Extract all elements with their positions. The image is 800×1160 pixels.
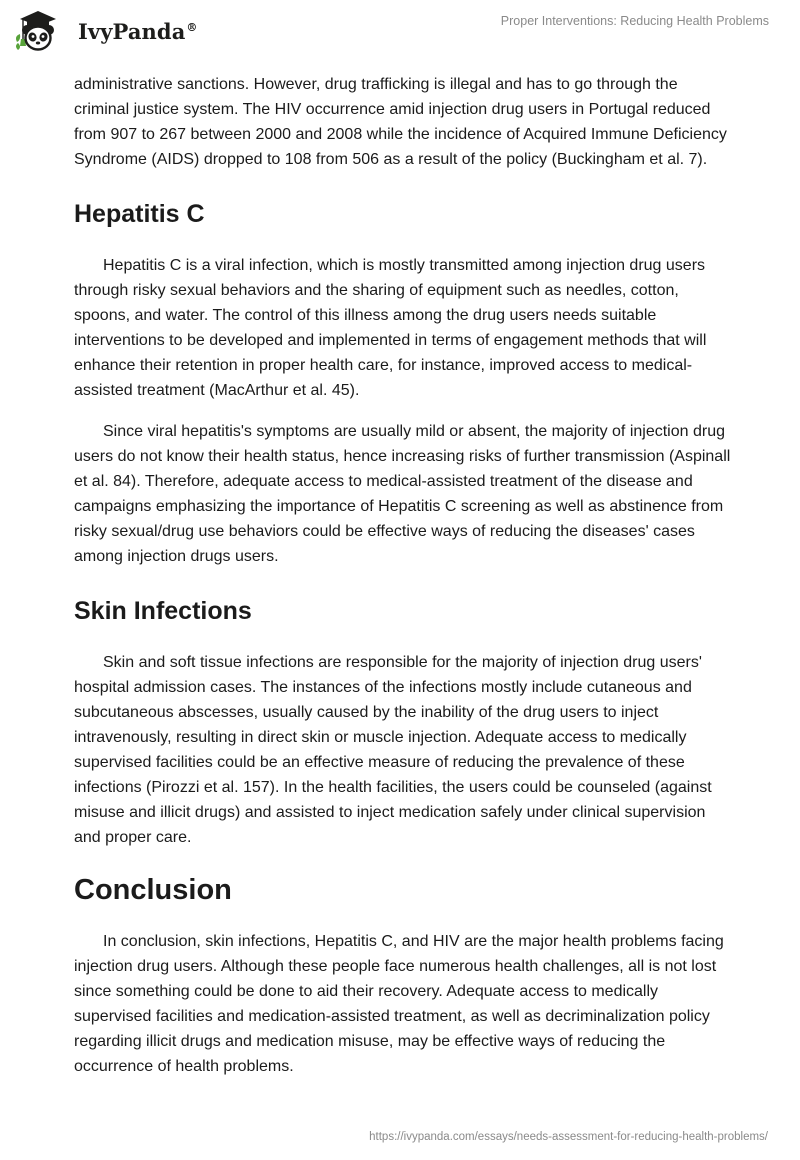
page-header: [0, 0, 800, 66]
brand-name: IvyPanda®: [78, 18, 198, 44]
registered-mark: ®: [186, 20, 198, 34]
heading-skin-infections: Skin Infections: [74, 597, 252, 625]
heading-conclusion: Conclusion: [74, 874, 232, 906]
heading-hepatitis-c: Hepatitis C: [74, 200, 205, 228]
intro-paragraph: administrative sanctions. However, drug trafficking is illegal and has to go through the criminal justice system. The HIV occurrence amid injection drug users in Portugal reduced from 907 to 267 between 2000 and 2008 while the incidence of Acquired Immune Deficiency Syndrome (AIDS) dropped to 108 from 506 as a result of the policy (Buckingham et al. 7).: [74, 76, 727, 168]
document-title: Proper Interventions: Reducing Health Problems: [500, 14, 769, 28]
hepatitis-c-paragraph-2: Since viral hepatitis's symptoms are usually mild or absent, the majority of injection drug users do not know their health status, hence increasing risks of further transmission (Aspinall et al. 84). Therefore, adequate access to medical-assisted treatment of the disease and campaigns emphasizing the importance of Hepatitis C screening as well as abstinence from risky sexual/drug use behaviors could be effective ways of reducing the diseases' cases among injection drugs users.: [74, 423, 731, 565]
hepatitis-c-paragraph-1: Hepatitis C is a viral infection, which is mostly transmitted among injection drug users through risky sexual behaviors and the sharing of equipment such as needles, cotton, spoons, and water. The control of this illness among the drug users needs suitable interventions to be developed and implemented in terms of engagement methods that will enhance their retention in proper health care, for instance, improved access to medical-assisted treatment (MacArthur et al. 45).: [74, 257, 707, 399]
source-url-link[interactable]: https://ivypanda.com/essays/needs-assessment-for-reducing-health-problems/: [369, 1131, 768, 1143]
conclusion-paragraph: In conclusion, skin infections, Hepatitis C, and HIV are the major health problems facing injection drug users. Although these people face numerous health challenges, all is not lost since something could be done to aid their recovery. Adequate access to medically supervised facilities and medication-assisted treatment, as well as decriminalization policy regarding illicit drugs and medication misuse, may be effective ways of reducing the occurrence of health problems.: [74, 933, 724, 1075]
skin-infections-paragraph: Skin and soft tissue infections are responsible for the majority of injection drug users' hospital admission cases. The instances of the infections mostly include cutaneous and subcutaneous abscesses, usually caused by the inability of the drug users to inject intravenously, resulting in direct skin or muscle injection. Adequate access to medically supervised facilities could be an effective measure of reducing the prevalence of these infections (Pirozzi et al. 157). In the health facilities, the users could be counseled (against misuse and illicit drugs) and assisted to inject medication safely under clinical supervision and proper care.: [74, 654, 712, 846]
brand-logo[interactable]: [14, 8, 198, 54]
essay-body: [74, 72, 734, 1079]
panda-graduate-icon: [14, 8, 66, 54]
